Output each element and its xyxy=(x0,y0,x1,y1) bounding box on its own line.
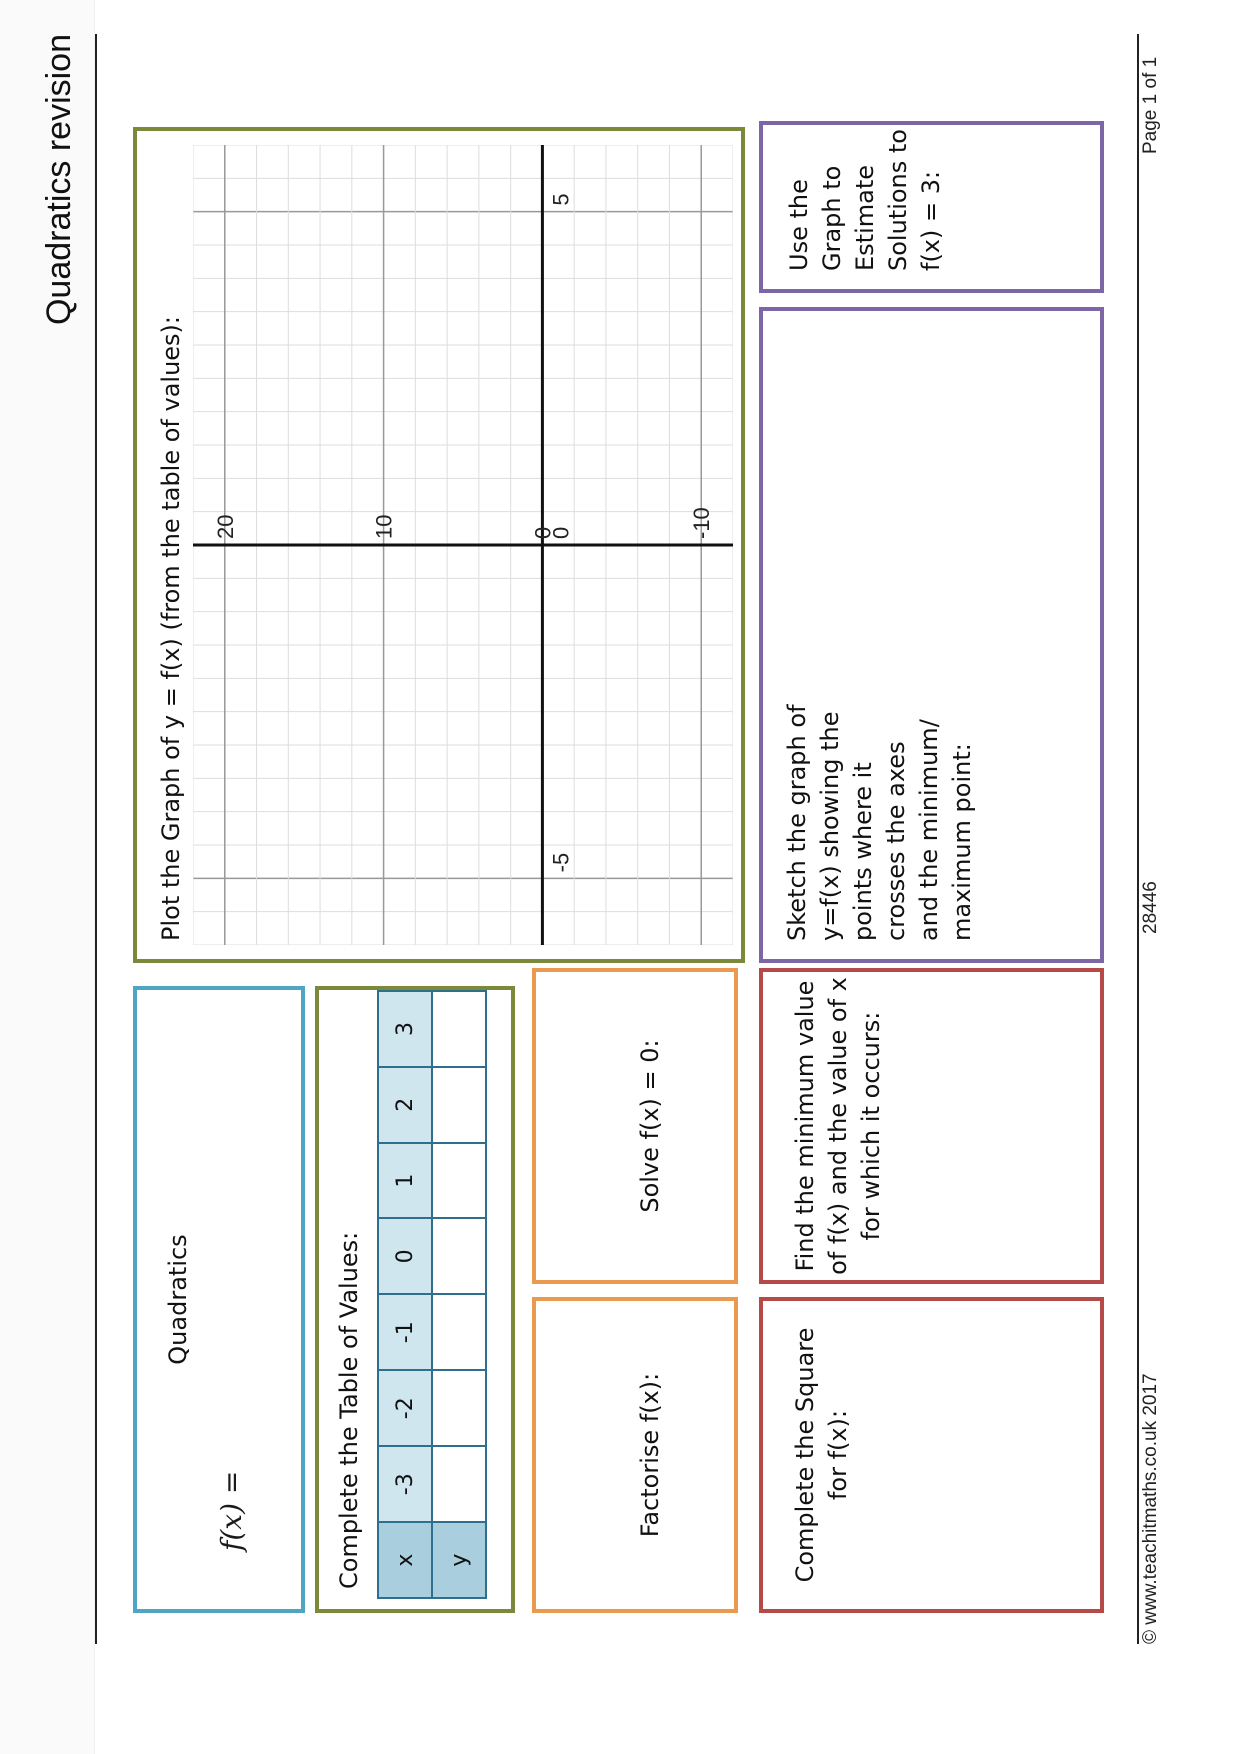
minimum-line-2: of f(x) and the value of x xyxy=(824,977,852,1275)
x-tick-label: 0 xyxy=(548,526,574,539)
solve-box xyxy=(532,968,738,1284)
complete-square-line-1: Complete the Square xyxy=(791,1327,819,1583)
footer-code: 28446 xyxy=(1140,881,1161,934)
function-label: f(x) = xyxy=(215,1470,248,1551)
footer-copyright: © www.teachitmaths.co.uk 2017 xyxy=(1140,1373,1161,1644)
sketch-line: points where it xyxy=(849,762,877,941)
sketch-prompt xyxy=(781,704,979,941)
estimate-prompt xyxy=(783,129,948,271)
x-cell: -2 xyxy=(378,1370,432,1446)
plot-box xyxy=(133,127,745,963)
y-answer-cell[interactable] xyxy=(432,991,486,1067)
sketch-line: crosses the axes xyxy=(882,741,910,941)
y-answer-cell[interactable] xyxy=(432,1446,486,1522)
x-cell: 2 xyxy=(378,1067,432,1143)
estimate-line: Solutions to xyxy=(884,129,912,271)
sketch-line: Sketch the graph of xyxy=(783,704,811,941)
x-cell: 3 xyxy=(378,991,432,1067)
y-answer-cell[interactable] xyxy=(432,1218,486,1294)
solve-prompt: Solve f(x) = 0: xyxy=(636,1039,664,1213)
complete-square-line-2: for f(x): xyxy=(824,1409,852,1501)
table-of-values-box xyxy=(315,986,515,1613)
x-tick-label: 5 xyxy=(548,193,574,206)
minimum-line-1: Find the minimum value xyxy=(791,980,819,1272)
y-tick-label: 20 xyxy=(212,514,238,539)
x-cell: -3 xyxy=(378,1446,432,1522)
x-header-cell: x xyxy=(378,1522,432,1598)
intro-box xyxy=(133,986,305,1613)
y-answer-cell[interactable] xyxy=(432,1294,486,1370)
plot-prompt: Plot the Graph of y = f(x) (from the table of values): xyxy=(157,315,185,941)
y-tick-label: -10 xyxy=(689,507,715,539)
factorise-prompt: Factorise f(x): xyxy=(636,1372,664,1538)
y-answer-cell[interactable] xyxy=(432,1370,486,1446)
values-table xyxy=(377,990,487,1599)
y-tick-label: 0 xyxy=(530,526,556,539)
estimate-box xyxy=(759,121,1104,293)
estimate-line: f(x) = 3: xyxy=(917,170,945,271)
intro-title: Quadratics xyxy=(164,1234,192,1365)
sketch-line: and the minimum/ xyxy=(915,719,943,941)
minimum-box xyxy=(759,968,1104,1284)
plot-grid[interactable] xyxy=(193,145,733,945)
sketch-line: maximum point: xyxy=(948,743,976,941)
estimate-line: Graph to xyxy=(818,165,846,271)
sketch-box xyxy=(759,307,1104,963)
worksheet-title: Quadratics revision xyxy=(40,34,78,326)
y-answer-cell[interactable] xyxy=(432,1067,486,1143)
x-cell: 1 xyxy=(378,1143,432,1219)
x-cell: 0 xyxy=(378,1218,432,1294)
x-tick-label: -5 xyxy=(548,852,574,873)
factorise-box xyxy=(532,1297,738,1613)
footer-page: Page 1 of 1 xyxy=(1140,56,1161,154)
complete-square-box xyxy=(759,1297,1104,1613)
x-cell: -1 xyxy=(378,1294,432,1370)
footer-rule xyxy=(1137,34,1139,1644)
y-row xyxy=(432,991,486,1598)
y-answer-cell[interactable] xyxy=(432,1143,486,1219)
table-prompt: Complete the Table of Values: xyxy=(335,1231,363,1589)
y-tick-label: 10 xyxy=(371,514,397,539)
estimate-line: Estimate xyxy=(851,164,879,271)
header-rule xyxy=(95,34,97,1644)
sketch-line: y=f(x) showing the xyxy=(816,711,844,941)
y-header-cell: y xyxy=(432,1522,486,1598)
minimum-line-3: for which it occurs: xyxy=(857,1011,885,1241)
x-row xyxy=(378,991,432,1598)
estimate-line: Use the xyxy=(785,179,813,271)
